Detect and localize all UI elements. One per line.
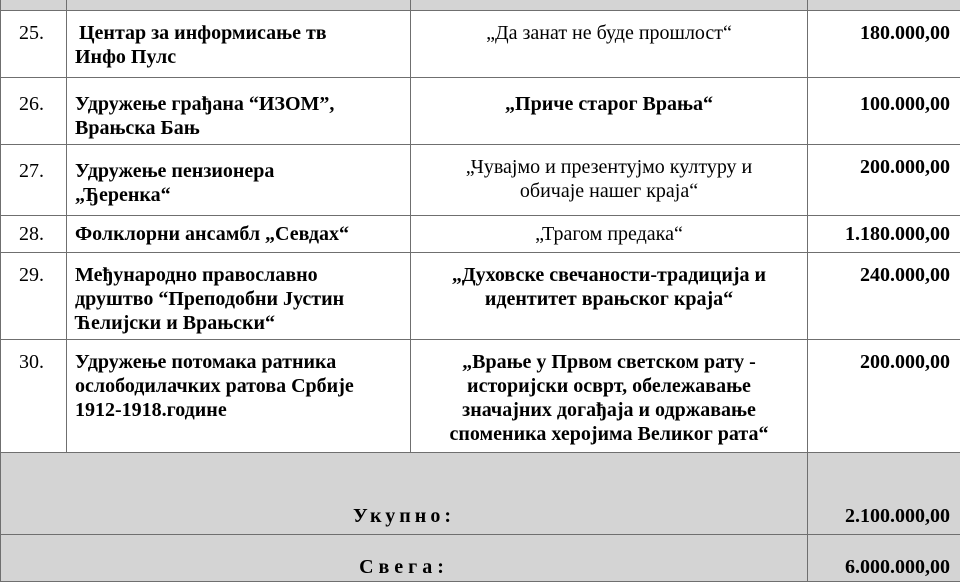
organization-name: Удружење потомака ратника ослободилачких ратова Србије 1912-1918.године — [67, 340, 411, 453]
grand-total-amount: 6.000.000,00 — [808, 535, 960, 582]
project-title: „Приче старог Врања“ — [411, 78, 808, 145]
table-row — [1, 253, 960, 340]
table-row — [1, 216, 960, 253]
organization-name: Удружење пензионера „Ђеренка“ — [67, 145, 411, 216]
row-number: 30. — [1, 340, 67, 453]
amount: 240.000,00 — [808, 253, 960, 340]
organization-name: Фолклорни ансамбл „Севдах“ — [67, 216, 411, 253]
project-title: „Чувајмо и презентујмо културу и обичаје нашег краја“ — [411, 145, 808, 216]
subtotal-row — [1, 453, 960, 535]
amount: 180.000,00 — [808, 11, 960, 78]
amount: 1.180.000,00 — [808, 216, 960, 253]
amount: 100.000,00 — [808, 78, 960, 145]
header-band — [1, 0, 960, 11]
row-number: 28. — [1, 216, 67, 253]
row-number: 26. — [1, 78, 67, 145]
organization-name: Међународно православно друштво “Преподобни Јустин Ћелијски и Врањски“ — [67, 253, 411, 340]
project-title: „Духовске свечаности-традиција и идентитет врањског краја“ — [411, 253, 808, 340]
subtotal-label: Укупно: — [1, 453, 808, 535]
table-row — [1, 78, 960, 145]
table-row — [1, 11, 960, 78]
project-title: „Да занат не буде прошлост“ — [411, 11, 808, 78]
table-row — [1, 340, 960, 453]
row-number: 25. — [1, 11, 67, 78]
grand-total-label: Свега: — [1, 535, 808, 582]
amount: 200.000,00 — [808, 145, 960, 216]
table-row — [1, 145, 960, 216]
row-number: 29. — [1, 253, 67, 340]
organization-name: Центар за информисање тв Инфо Пулс — [67, 11, 411, 78]
project-title: „Трагом предака“ — [411, 216, 808, 253]
project-title: „Врање у Првом светском рату - историјски осврт, обележавање значајних догађаја и одржавање споменика херојима Великог рата“ — [411, 340, 808, 453]
amount: 200.000,00 — [808, 340, 960, 453]
row-number: 27. — [1, 145, 67, 216]
organization-name: Удружење грађана “ИЗОМ”, Врањска Бањ — [67, 78, 411, 145]
subtotal-amount: 2.100.000,00 — [808, 453, 960, 535]
grand-total-row — [1, 535, 960, 582]
